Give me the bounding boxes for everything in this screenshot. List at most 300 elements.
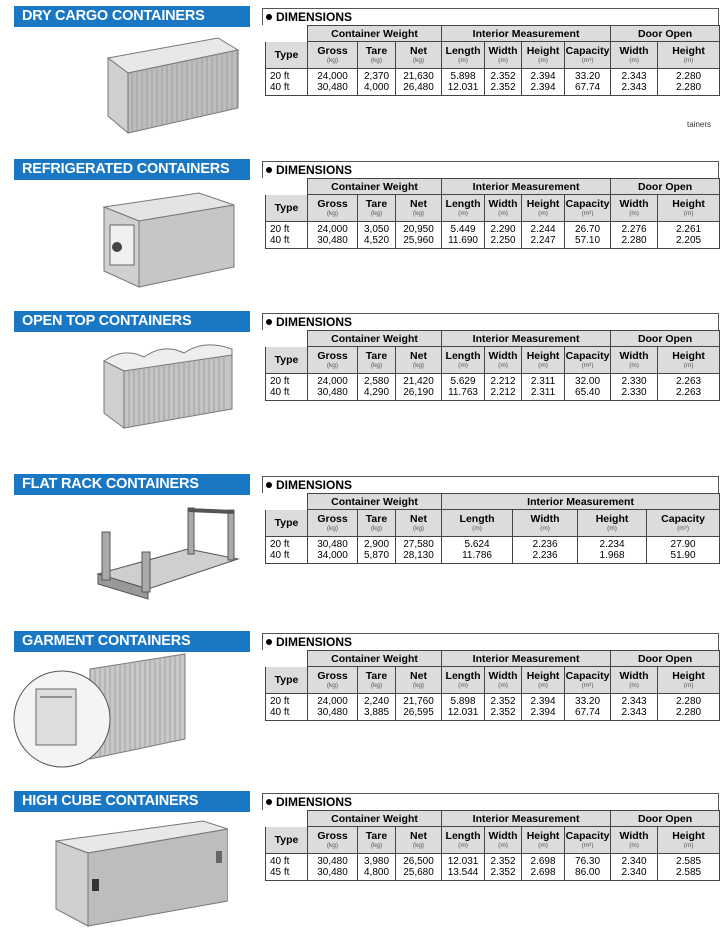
col-tare bbox=[358, 510, 396, 537]
cell-value: 2.330 bbox=[621, 376, 647, 387]
cell-value: 30,480 bbox=[317, 707, 348, 718]
col-door-width-unit: (m) bbox=[629, 682, 639, 689]
col-height-label: Height bbox=[595, 513, 629, 525]
cell-value: 2.352 bbox=[490, 707, 516, 718]
col-tare-unit: (kg) bbox=[370, 682, 383, 689]
cell-value: 51.90 bbox=[670, 550, 696, 561]
col-net bbox=[396, 347, 442, 374]
value-cell bbox=[565, 694, 611, 721]
col-length-unit: (m) bbox=[458, 362, 468, 369]
cell-value: 2,370 bbox=[363, 71, 390, 82]
col-length bbox=[442, 347, 485, 374]
cell-value: 27.90 bbox=[670, 539, 696, 550]
group-interior-measurement: Interior Measurement bbox=[442, 811, 611, 827]
col-capacity-unit: (m³) bbox=[581, 362, 594, 369]
col-net-label: Net bbox=[410, 670, 427, 682]
col-type: Type bbox=[266, 827, 308, 854]
value-cell bbox=[658, 222, 720, 249]
col-width-label: Width bbox=[488, 350, 518, 362]
col-height-unit: (m) bbox=[538, 362, 548, 369]
cell-value: 40 ft bbox=[270, 550, 290, 561]
col-door-height-label: Height bbox=[672, 830, 705, 842]
value-cell bbox=[442, 69, 485, 96]
col-type: Type bbox=[266, 667, 308, 694]
cell-value: 2.585 bbox=[676, 867, 702, 878]
cell-value: 25,960 bbox=[403, 235, 434, 246]
dimensions-heading bbox=[262, 793, 719, 810]
col-length-label: Length bbox=[459, 513, 495, 525]
col-width-unit: (m) bbox=[498, 210, 508, 217]
column-header-row bbox=[266, 827, 720, 854]
table-row bbox=[266, 374, 720, 401]
cell-value: 2.244 bbox=[530, 224, 556, 235]
col-gross-label: Gross bbox=[317, 45, 348, 57]
col-door-height-label: Height bbox=[672, 350, 705, 362]
dimensions-table bbox=[265, 178, 720, 249]
col-length bbox=[442, 667, 485, 694]
col-length bbox=[442, 195, 485, 222]
cell-value: 5,870 bbox=[363, 550, 390, 561]
type-cell bbox=[266, 374, 308, 401]
cell-value: 24,000 bbox=[317, 376, 348, 387]
cell-value: 2.394 bbox=[530, 82, 556, 93]
col-tare-label: Tare bbox=[365, 513, 388, 525]
col-door-width-unit: (m) bbox=[629, 57, 639, 64]
value-cell bbox=[358, 854, 396, 881]
group-container-weight: Container Weight bbox=[308, 494, 442, 510]
col-net-unit: (kg) bbox=[412, 525, 425, 532]
cell-value: 33.20 bbox=[575, 71, 601, 82]
col-width-label: Width bbox=[530, 513, 560, 525]
cell-value: 65.40 bbox=[575, 387, 601, 398]
col-length-label: Length bbox=[445, 830, 481, 842]
cell-value: 2.311 bbox=[530, 376, 556, 387]
value-cell bbox=[658, 69, 720, 96]
cell-value: 2.340 bbox=[621, 867, 647, 878]
cell-value: 40 ft bbox=[270, 856, 290, 867]
cell-value: 40 ft bbox=[270, 235, 290, 246]
dimensions-table-wrap bbox=[265, 650, 719, 721]
cell-value: 5.624 bbox=[464, 539, 490, 550]
cell-value: 12.031 bbox=[447, 856, 479, 867]
cell-value: 30,480 bbox=[317, 539, 348, 550]
value-cell bbox=[485, 854, 522, 881]
col-type: Type bbox=[266, 347, 308, 374]
col-capacity-label: Capacity bbox=[565, 198, 610, 210]
cell-value: 24,000 bbox=[317, 696, 348, 707]
col-tare-unit: (kg) bbox=[370, 210, 383, 217]
cell-value: 4,000 bbox=[363, 82, 390, 93]
value-cell bbox=[485, 69, 522, 96]
col-capacity-unit: (m³) bbox=[581, 842, 594, 849]
corner-blank bbox=[266, 494, 308, 510]
group-container-weight: Container Weight bbox=[308, 811, 442, 827]
value-cell bbox=[308, 69, 358, 96]
col-width bbox=[513, 510, 578, 537]
col-width-unit: (m) bbox=[498, 362, 508, 369]
col-capacity-unit: (m³) bbox=[677, 525, 689, 532]
cell-value: 2.263 bbox=[676, 376, 702, 387]
bullet-icon bbox=[266, 482, 272, 488]
col-length bbox=[442, 827, 485, 854]
col-length-unit: (m) bbox=[458, 57, 468, 64]
cell-value: 2.280 bbox=[676, 82, 702, 93]
bullet-icon bbox=[266, 799, 272, 805]
column-header-row bbox=[266, 510, 720, 537]
col-capacity bbox=[565, 667, 611, 694]
group-header-row bbox=[266, 331, 720, 347]
dimensions-table bbox=[265, 493, 720, 564]
cell-value: 2.343 bbox=[621, 71, 647, 82]
col-net-unit: (kg) bbox=[412, 210, 425, 217]
col-height-unit: (m) bbox=[538, 682, 548, 689]
col-gross-unit: (kg) bbox=[326, 57, 339, 64]
col-gross-label: Gross bbox=[317, 198, 348, 210]
value-cell bbox=[442, 537, 513, 564]
cell-value: 28,130 bbox=[403, 550, 434, 561]
cell-value: 2.352 bbox=[490, 867, 516, 878]
col-tare-label: Tare bbox=[365, 350, 388, 362]
col-height-unit: (m) bbox=[538, 842, 548, 849]
col-tare bbox=[358, 347, 396, 374]
cell-value: 2.698 bbox=[530, 867, 556, 878]
value-cell bbox=[358, 374, 396, 401]
col-capacity-label: Capacity bbox=[565, 45, 610, 57]
col-net-label: Net bbox=[410, 513, 427, 525]
col-door-height-label: Height bbox=[672, 45, 705, 57]
col-length-unit: (m) bbox=[458, 842, 468, 849]
bullet-icon bbox=[266, 319, 272, 325]
cell-value: 33.20 bbox=[575, 696, 601, 707]
cell-value: 2.343 bbox=[621, 707, 647, 718]
col-capacity-label: Capacity bbox=[661, 513, 705, 525]
dimensions-heading bbox=[262, 313, 719, 330]
cell-value: 2.205 bbox=[676, 235, 702, 246]
cell-value: 30,480 bbox=[317, 82, 348, 93]
cell-value: 24,000 bbox=[317, 224, 348, 235]
cell-value: 4,520 bbox=[363, 235, 390, 246]
cell-value: 4,290 bbox=[363, 387, 390, 398]
col-width-unit: (m) bbox=[498, 842, 508, 849]
col-capacity-label: Capacity bbox=[565, 830, 610, 842]
group-header-row bbox=[266, 651, 720, 667]
col-capacity bbox=[647, 510, 720, 537]
table-row bbox=[266, 69, 720, 96]
container-illustration bbox=[88, 494, 248, 609]
container-illustration bbox=[84, 185, 244, 300]
cell-value: 2.263 bbox=[676, 387, 702, 398]
type-cell bbox=[266, 537, 308, 564]
table-row bbox=[266, 694, 720, 721]
table-row bbox=[266, 222, 720, 249]
type-cell bbox=[266, 222, 308, 249]
dimensions-table bbox=[265, 810, 720, 881]
stray-caption: tainers bbox=[687, 120, 712, 129]
col-width-label: Width bbox=[488, 45, 518, 57]
value-cell bbox=[308, 222, 358, 249]
value-cell bbox=[358, 69, 396, 96]
cell-value: 34,000 bbox=[317, 550, 348, 561]
table-row bbox=[266, 537, 720, 564]
col-width-unit: (m) bbox=[540, 525, 550, 532]
corner-blank bbox=[266, 179, 308, 195]
type-cell bbox=[266, 69, 308, 96]
col-net-unit: (kg) bbox=[412, 362, 425, 369]
col-width-unit: (m) bbox=[498, 57, 508, 64]
dimensions-table-wrap bbox=[265, 178, 719, 249]
value-cell bbox=[611, 222, 658, 249]
dimensions-heading bbox=[262, 633, 719, 650]
section-title: DRY CARGO CONTAINERS bbox=[14, 6, 250, 27]
cell-value: 2.250 bbox=[490, 235, 516, 246]
value-cell bbox=[396, 222, 442, 249]
cell-value: 5.629 bbox=[450, 376, 476, 387]
cell-value: 2.261 bbox=[676, 224, 702, 235]
col-net-label: Net bbox=[410, 198, 427, 210]
col-gross bbox=[308, 347, 358, 374]
col-length bbox=[442, 42, 485, 69]
col-gross-unit: (kg) bbox=[326, 210, 339, 217]
cell-value: 30,480 bbox=[317, 867, 348, 878]
cell-value: 12.031 bbox=[447, 82, 479, 93]
container-illustration bbox=[28, 811, 228, 936]
cell-value: 3,885 bbox=[363, 707, 390, 718]
col-width bbox=[485, 667, 522, 694]
col-capacity bbox=[565, 195, 611, 222]
col-net-label: Net bbox=[410, 350, 427, 362]
col-net bbox=[396, 510, 442, 537]
dimensions-label: DIMENSIONS bbox=[276, 795, 353, 809]
cell-value: 2.236 bbox=[532, 550, 558, 561]
bullet-icon bbox=[266, 639, 272, 645]
column-header-row bbox=[266, 347, 720, 374]
cell-value: 2.340 bbox=[621, 856, 647, 867]
col-width bbox=[485, 827, 522, 854]
col-capacity-label: Capacity bbox=[565, 350, 610, 362]
col-door-height-unit: (m) bbox=[683, 842, 694, 849]
col-door-width bbox=[611, 827, 658, 854]
cell-value: 2.343 bbox=[621, 696, 647, 707]
cell-value: 21,630 bbox=[403, 71, 434, 82]
value-cell bbox=[308, 374, 358, 401]
dimensions-heading bbox=[262, 161, 719, 178]
cell-value: 25,680 bbox=[403, 867, 434, 878]
col-type: Type bbox=[266, 42, 308, 69]
cell-value: 67.74 bbox=[575, 82, 601, 93]
dimensions-table bbox=[265, 330, 720, 401]
cell-value: 45 ft bbox=[270, 867, 290, 878]
cell-value: 3,050 bbox=[363, 224, 390, 235]
col-height-unit: (m) bbox=[607, 525, 617, 532]
col-door-width bbox=[611, 195, 658, 222]
cell-value: 20 ft bbox=[270, 539, 290, 550]
value-cell bbox=[578, 537, 647, 564]
cell-value: 67.74 bbox=[575, 707, 601, 718]
col-gross-label: Gross bbox=[317, 830, 348, 842]
col-net-unit: (kg) bbox=[412, 842, 425, 849]
col-width-unit: (m) bbox=[498, 682, 508, 689]
section-title: REFRIGERATED CONTAINERS bbox=[14, 159, 250, 180]
value-cell bbox=[522, 694, 565, 721]
col-tare-unit: (kg) bbox=[370, 57, 383, 64]
col-gross-label: Gross bbox=[317, 513, 348, 525]
value-cell bbox=[396, 374, 442, 401]
group-door-open: Door Open bbox=[611, 26, 720, 42]
col-gross bbox=[308, 510, 358, 537]
cell-value: 2.280 bbox=[621, 235, 647, 246]
col-height-label: Height bbox=[526, 350, 560, 362]
col-door-height-label: Height bbox=[672, 670, 705, 682]
cell-value: 20 ft bbox=[270, 696, 290, 707]
cell-value: 2.394 bbox=[530, 71, 556, 82]
cell-value: 26,500 bbox=[403, 856, 434, 867]
col-type: Type bbox=[266, 510, 308, 537]
group-header-row bbox=[266, 811, 720, 827]
col-tare-unit: (kg) bbox=[370, 842, 383, 849]
col-tare-label: Tare bbox=[365, 198, 388, 210]
col-tare-unit: (kg) bbox=[370, 362, 383, 369]
cell-value: 2,580 bbox=[363, 376, 390, 387]
cell-value: 40 ft bbox=[270, 82, 290, 93]
value-cell bbox=[442, 222, 485, 249]
col-capacity bbox=[565, 42, 611, 69]
col-door-width-label: Width bbox=[619, 350, 649, 362]
cell-value: 27,580 bbox=[403, 539, 434, 550]
cell-value: 13.544 bbox=[447, 867, 479, 878]
value-cell bbox=[442, 694, 485, 721]
value-cell bbox=[358, 222, 396, 249]
col-length-unit: (m) bbox=[472, 525, 482, 532]
cell-value: 2.352 bbox=[490, 82, 516, 93]
col-gross bbox=[308, 42, 358, 69]
cell-value: 5.898 bbox=[450, 696, 476, 707]
section-title: HIGH CUBE CONTAINERS bbox=[14, 791, 250, 812]
col-door-width-label: Width bbox=[619, 198, 649, 210]
value-cell bbox=[611, 694, 658, 721]
dimensions-table-wrap bbox=[265, 493, 719, 564]
cell-value: 2.330 bbox=[621, 387, 647, 398]
value-cell bbox=[647, 537, 720, 564]
value-cell bbox=[396, 854, 442, 881]
value-cell bbox=[358, 537, 396, 564]
value-cell bbox=[611, 374, 658, 401]
cell-value: 2.247 bbox=[530, 235, 556, 246]
value-cell bbox=[658, 854, 720, 881]
value-cell bbox=[308, 854, 358, 881]
group-header-row bbox=[266, 179, 720, 195]
col-net bbox=[396, 827, 442, 854]
cell-value: 30,480 bbox=[317, 387, 348, 398]
cell-value: 20,950 bbox=[403, 224, 434, 235]
cell-value: 11.763 bbox=[448, 387, 478, 398]
group-container-weight: Container Weight bbox=[308, 651, 442, 667]
value-cell bbox=[396, 69, 442, 96]
col-length bbox=[442, 510, 513, 537]
value-cell bbox=[611, 69, 658, 96]
col-door-width-label: Width bbox=[619, 45, 649, 57]
col-door-width bbox=[611, 347, 658, 374]
column-header-row bbox=[266, 667, 720, 694]
col-height bbox=[522, 42, 565, 69]
dimensions-table-wrap bbox=[265, 810, 719, 881]
dimensions-table bbox=[265, 25, 720, 96]
cell-value: 2.343 bbox=[621, 82, 647, 93]
cell-value: 2.352 bbox=[490, 856, 516, 867]
dimensions-label: DIMENSIONS bbox=[276, 635, 353, 649]
col-net-label: Net bbox=[410, 830, 427, 842]
col-capacity-unit: (m³) bbox=[581, 57, 594, 64]
value-cell bbox=[522, 69, 565, 96]
col-height bbox=[522, 347, 565, 374]
value-cell bbox=[565, 374, 611, 401]
cell-value: 26,480 bbox=[403, 82, 434, 93]
col-door-width-unit: (m) bbox=[629, 842, 639, 849]
cell-value: 26,595 bbox=[403, 707, 434, 718]
value-cell bbox=[485, 694, 522, 721]
col-door-height-label: Height bbox=[672, 198, 705, 210]
col-height-label: Height bbox=[526, 198, 560, 210]
group-container-weight: Container Weight bbox=[308, 26, 442, 42]
value-cell bbox=[396, 694, 442, 721]
col-gross bbox=[308, 827, 358, 854]
col-net-unit: (kg) bbox=[412, 682, 425, 689]
col-door-height bbox=[658, 667, 720, 694]
col-height bbox=[522, 195, 565, 222]
col-tare bbox=[358, 667, 396, 694]
value-cell bbox=[396, 537, 442, 564]
col-gross bbox=[308, 667, 358, 694]
col-door-height bbox=[658, 42, 720, 69]
cell-value: 30,480 bbox=[317, 235, 348, 246]
dimensions-label: DIMENSIONS bbox=[276, 163, 353, 177]
col-door-height bbox=[658, 347, 720, 374]
col-capacity bbox=[565, 347, 611, 374]
col-gross-unit: (kg) bbox=[326, 362, 339, 369]
cell-value: 2,240 bbox=[363, 696, 390, 707]
section-title: OPEN TOP CONTAINERS bbox=[14, 311, 250, 332]
col-net-label: Net bbox=[410, 45, 427, 57]
cell-value: 2.280 bbox=[676, 71, 702, 82]
value-cell bbox=[308, 694, 358, 721]
value-cell bbox=[565, 69, 611, 96]
cell-value: 30,480 bbox=[317, 856, 348, 867]
group-interior-measurement: Interior Measurement bbox=[442, 179, 611, 195]
cell-value: 20 ft bbox=[270, 376, 290, 387]
col-net bbox=[396, 195, 442, 222]
cell-value: 2.290 bbox=[490, 224, 516, 235]
cell-value: 40 ft bbox=[270, 387, 290, 398]
cell-value: 2.212 bbox=[490, 387, 516, 398]
col-length-unit: (m) bbox=[458, 210, 468, 217]
group-interior-measurement: Interior Measurement bbox=[442, 651, 611, 667]
section-title: GARMENT CONTAINERS bbox=[14, 631, 250, 652]
cell-value: 26.70 bbox=[575, 224, 601, 235]
value-cell bbox=[658, 694, 720, 721]
col-height-unit: (m) bbox=[538, 57, 548, 64]
dimensions-heading bbox=[262, 8, 719, 25]
cell-value: 5.449 bbox=[450, 224, 476, 235]
value-cell bbox=[442, 374, 485, 401]
col-door-height-unit: (m) bbox=[683, 682, 694, 689]
col-door-height-unit: (m) bbox=[683, 362, 694, 369]
group-header-row bbox=[266, 494, 720, 510]
col-length-label: Length bbox=[445, 350, 481, 362]
cell-value: 2,900 bbox=[363, 539, 390, 550]
col-tare-label: Tare bbox=[365, 830, 388, 842]
column-header-row bbox=[266, 42, 720, 69]
group-door-open: Door Open bbox=[611, 651, 720, 667]
col-tare bbox=[358, 827, 396, 854]
